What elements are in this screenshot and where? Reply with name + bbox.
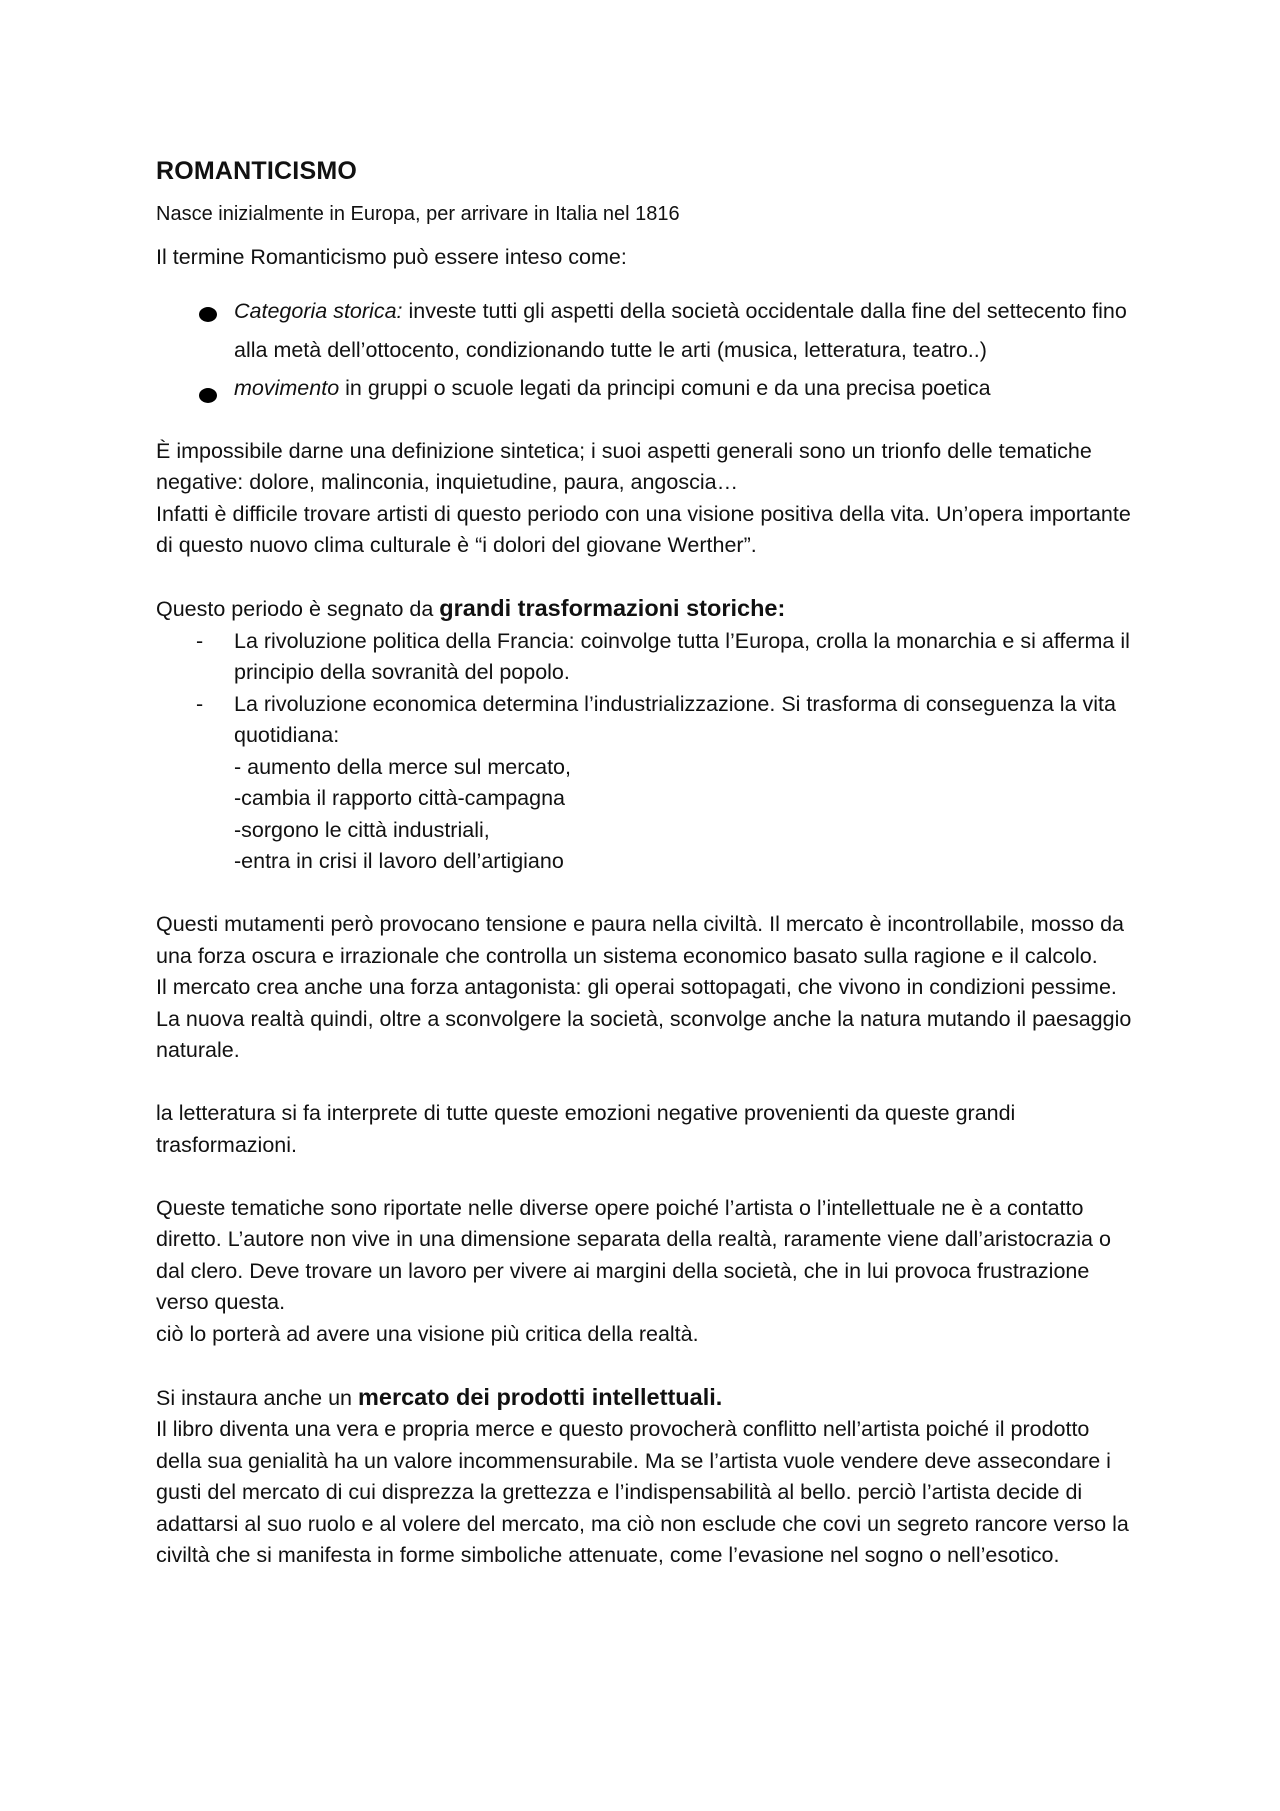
document-body [156,156,1136,1603]
list-item [156,626,1136,689]
list-item-text: La rivoluzione economica determina l’industrializzazione. Si trasforma di conseguenza la vita quotidiana: [234,691,1116,747]
bullet-text: in gruppi o scuole legati da principi comuni e da una precisa poetica [339,375,991,400]
paragraph: Infatti è difficile trovare artisti di questo periodo con una visione positiva della vita. Un’opera importante di questo nuovo clima culturale è “i dolori del giovane Werther”. [156,501,1131,557]
list-item-text: La rivoluzione politica della Francia: coinvolge tutta l’Europa, crolla la monarchia e si afferma il principio della sovranità del popolo. [234,628,1130,684]
sub-item: -cambia il rapporto città-campagna [234,786,566,810]
dash-icon: - [196,691,204,716]
transformations-section [156,593,1136,878]
bullet-term: movimento [234,375,340,400]
section-heading: grandi trasformazioni storiche: [439,595,786,621]
dash-icon: - [196,628,204,653]
market-section [156,1382,1136,1572]
paragraph: La nuova realtà quindi, oltre a sconvolgere la società, sconvolge anche la natura mutando il paesaggio naturale. [156,1006,1132,1062]
section-intro [156,593,1136,626]
bullet-term: Categoria storica: [234,298,403,323]
intro-line: Nasce inizialmente in Europa, per arrivare in Italia nel 1816 [156,203,680,225]
paragraph-themes [156,436,1136,562]
paragraph-literature [156,1098,1136,1161]
definition-list [156,292,1136,405]
paragraph: Questi mutamenti però provocano tensione e paura nella civiltà. Il mercato è incontrollabile, mosso da una forza oscura e irrazionale che controlla un sistema economico basato sulla ragione e il calcolo. [156,912,1125,968]
section-intro [156,1382,1136,1415]
bullet-icon [199,307,217,322]
paragraph: la letteratura si fa interprete di tutte queste emozioni negative provenienti da queste grandi trasformazioni. [156,1101,1016,1157]
section-heading: mercato dei prodotti intellettuali. [358,1383,723,1410]
section-intro-text: Si instaura anche un [156,1385,358,1410]
paragraph: Il libro diventa una vera e propria merce e questo provocherà conflitto nell’artista poiché il prodotto della sua genialità ha un valore incommensurabile. Ma se l’artista vuole vendere deve assecondare i gusti del mercato di cui disprezza la grettezza e l’indispensabilità al bello. perciò l’artista decide di adattarsi al suo ruolo e al volere del mercato, ma ciò non esclude che covi un segreto rancore verso la civiltà che si manifesta in forme simboliche attenuate, come l’evasione nel sogno o nell’esotico. [156,1417,1129,1567]
document-title: ROMANTICISMO [156,157,357,185]
list-item [156,373,1136,405]
sub-item: -entra in crisi il lavoro dell’artigiano [234,849,564,873]
term-intro: Il termine Romanticismo può essere inteso come: [156,245,627,269]
paragraph: Queste tematiche sono riportate nelle diverse opere poiché l’artista o l’intellettuale ne è a contatto diretto. L’autore non vive in una dimensione separata della realtà, raramente viene dall’aristocrazia o dal clero. Deve trovare un lavoro per vivere ai margini della società, che in lui provoca frustrazione verso questa. [156,1195,1111,1314]
bullet-text: investe tutti gli aspetti della società occidentale dalla fine del settecento fino alla metà dell’ottocento, condizionando tutte le arti (musica, letteratura, teatro..) [234,298,1127,362]
paragraph-market-tension [156,909,1136,1067]
section-intro-text: Questo periodo è segnato da [156,597,440,621]
paragraph: Il mercato crea anche una forza antagonista: gli operai sottopagati, che vivono in condizioni pessime. [156,975,1117,999]
paragraph: ciò lo porterà ad avere una visione più critica della realtà. [156,1321,699,1346]
list-item [156,292,1136,370]
bullet-icon [199,388,217,403]
list-item [156,689,1136,752]
sub-item: -sorgono le città industriali, [234,817,490,842]
sub-item: - aumento della merce sul mercato, [234,754,571,779]
paragraph-author [156,1193,1136,1351]
paragraph: È impossibile darne una definizione sintetica; i suoi aspetti generali sono un trionfo delle tematiche negative: dolore, malinconia, inquietudine, paura, angoscia… [156,438,1092,494]
dash-list [156,626,1136,752]
